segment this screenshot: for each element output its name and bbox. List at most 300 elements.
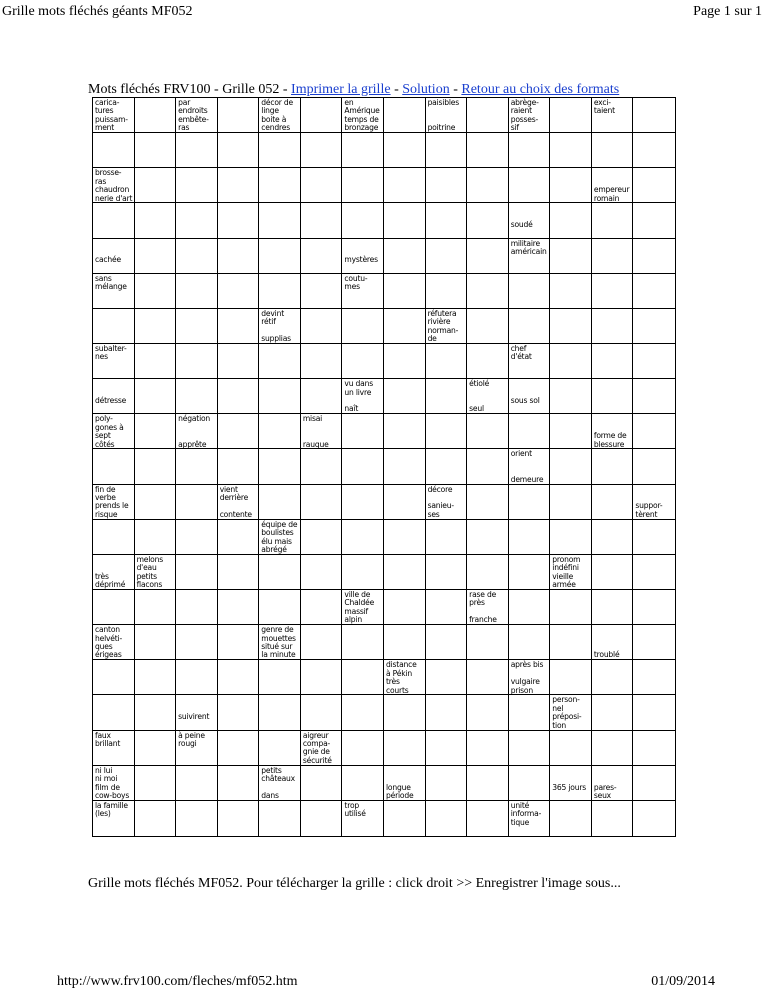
clue-cell [509,660,551,695]
answer-cell[interactable] [426,414,468,449]
answer-cell[interactable] [135,344,177,379]
answer-cell[interactable] [301,239,343,274]
answer-cell[interactable] [259,344,301,379]
answer-cell[interactable] [633,133,675,168]
clue-text: détresse [95,395,127,405]
answer-cell[interactable] [176,660,218,695]
answer-cell[interactable] [93,449,135,484]
clue-text: coutu- mes [344,273,368,292]
answer-cell[interactable] [176,379,218,414]
answer-cell[interactable] [176,449,218,484]
answer-cell[interactable] [176,203,218,238]
answer-cell[interactable] [467,203,509,238]
answer-cell[interactable] [301,344,343,379]
clue-text: canton helvéti- ques érigeas [95,625,122,660]
answer-cell[interactable] [301,625,343,660]
answer-cell[interactable] [342,766,384,801]
answer-cell[interactable] [301,555,343,590]
answer-cell[interactable] [384,379,426,414]
answer-cell[interactable] [550,414,592,449]
answer-cell[interactable] [467,731,509,766]
answer-cell[interactable] [176,485,218,520]
answer-cell[interactable] [633,98,675,133]
answer-cell[interactable] [218,449,260,484]
clue-text: étiolé seul [469,379,490,414]
answer-cell[interactable] [342,414,384,449]
answer-cell[interactable] [301,379,343,414]
answer-cell[interactable] [384,590,426,625]
answer-cell[interactable] [509,168,551,203]
answer-cell[interactable] [301,801,343,836]
clue-text: soudé [510,220,533,230]
answer-cell[interactable] [467,168,509,203]
clue-cell [93,379,135,414]
answer-cell[interactable] [384,801,426,836]
answer-cell[interactable] [592,555,634,590]
answer-cell[interactable] [342,133,384,168]
answer-cell[interactable] [550,309,592,344]
answer-cell[interactable] [135,414,177,449]
answer-cell[interactable] [550,801,592,836]
answer-cell[interactable] [550,485,592,520]
clue-cell [176,414,218,449]
answer-cell[interactable] [301,449,343,484]
answer-cell[interactable] [426,379,468,414]
clue-cell [592,414,634,449]
answer-cell[interactable] [93,203,135,238]
answer-cell[interactable] [93,133,135,168]
clue-cell [93,414,135,449]
answer-cell[interactable] [592,485,634,520]
answer-cell[interactable] [426,590,468,625]
answer-cell[interactable] [342,731,384,766]
answer-cell[interactable] [301,309,343,344]
answer-cell[interactable] [342,168,384,203]
answer-cell[interactable] [426,133,468,168]
answer-cell[interactable] [176,168,218,203]
clue-cell [93,485,135,520]
answer-cell[interactable] [633,344,675,379]
answer-cell[interactable] [135,660,177,695]
answer-cell[interactable] [301,695,343,730]
answer-cell[interactable] [384,625,426,660]
answer-cell[interactable] [633,239,675,274]
back-to-formats-link[interactable]: Retour au choix des formats [461,82,620,97]
answer-cell[interactable] [384,414,426,449]
clue-text: la famille (les) [95,800,128,819]
answer-cell[interactable] [342,660,384,695]
answer-cell[interactable] [135,379,177,414]
answer-cell[interactable] [550,168,592,203]
answer-cell[interactable] [176,274,218,309]
answer-cell[interactable] [426,555,468,590]
answer-cell[interactable] [218,555,260,590]
clue-cell [342,274,384,309]
answer-cell[interactable] [259,555,301,590]
answer-cell[interactable] [633,625,675,660]
answer-cell[interactable] [633,414,675,449]
answer-cell[interactable] [633,449,675,484]
answer-cell[interactable] [384,695,426,730]
answer-cell[interactable] [633,520,675,555]
answer-cell[interactable] [342,449,384,484]
answer-cell[interactable] [135,168,177,203]
answer-cell[interactable] [467,555,509,590]
answer-cell[interactable] [301,274,343,309]
clue-text: vient derrière contente [219,484,252,519]
answer-cell[interactable] [426,731,468,766]
answer-cell[interactable] [301,203,343,238]
answer-cell[interactable] [218,274,260,309]
answer-cell[interactable] [467,695,509,730]
answer-cell[interactable] [633,309,675,344]
answer-cell[interactable] [592,520,634,555]
answer-cell[interactable] [467,801,509,836]
answer-cell[interactable] [467,485,509,520]
answer-cell[interactable] [426,168,468,203]
answer-cell[interactable] [633,731,675,766]
clue-cell [509,449,551,484]
answer-cell[interactable] [135,485,177,520]
answer-cell[interactable] [550,133,592,168]
answer-cell[interactable] [550,274,592,309]
answer-cell[interactable] [176,590,218,625]
answer-cell[interactable] [342,309,384,344]
answer-cell[interactable] [259,274,301,309]
clue-text: ville de Chaldée massif alpin [344,589,375,625]
clue-cell [259,98,301,133]
answer-cell[interactable] [509,485,551,520]
answer-cell[interactable] [259,449,301,484]
answer-cell[interactable] [550,731,592,766]
answer-cell[interactable] [384,731,426,766]
clue-text: vu dans un livre naît [344,379,373,414]
answer-cell[interactable] [550,520,592,555]
answer-cell[interactable] [342,203,384,238]
answer-cell[interactable] [135,590,177,625]
clue-text: longue période [386,782,414,800]
answer-cell[interactable] [509,590,551,625]
answer-cell[interactable] [633,660,675,695]
answer-cell[interactable] [592,731,634,766]
answer-cell[interactable] [218,379,260,414]
answer-cell[interactable] [218,625,260,660]
answer-cell[interactable] [592,203,634,238]
answer-cell[interactable] [342,485,384,520]
answer-cell[interactable] [135,239,177,274]
answer-cell[interactable] [384,274,426,309]
title-separator: - [390,82,403,97]
answer-cell[interactable] [426,625,468,660]
answer-cell[interactable] [342,625,384,660]
answer-cell[interactable] [633,379,675,414]
answer-cell[interactable] [176,239,218,274]
answer-cell[interactable] [218,98,260,133]
answer-cell[interactable] [426,344,468,379]
answer-cell[interactable] [592,274,634,309]
answer-cell[interactable] [633,590,675,625]
answer-cell[interactable] [176,766,218,801]
answer-cell[interactable] [509,414,551,449]
answer-cell[interactable] [301,485,343,520]
clue-cell [592,766,634,801]
clue-text: aigreur compa- gnie de sécurité [302,730,332,765]
answer-cell[interactable] [467,344,509,379]
answer-cell[interactable] [592,133,634,168]
answer-cell[interactable] [301,168,343,203]
clue-cell [342,590,384,625]
clue-cell [550,695,592,730]
answer-cell[interactable] [550,449,592,484]
answer-cell[interactable] [259,239,301,274]
answer-cell[interactable] [259,379,301,414]
answer-cell[interactable] [259,133,301,168]
clue-text: après bis vulgaire prison [510,660,544,695]
clue-cell [467,379,509,414]
answer-cell[interactable] [218,133,260,168]
answer-cell[interactable] [467,309,509,344]
clue-cell [509,379,551,414]
clue-text: subalter- nes [95,343,127,362]
answer-cell[interactable] [259,203,301,238]
answer-cell[interactable] [426,520,468,555]
answer-cell[interactable] [467,660,509,695]
clue-cell [259,309,301,344]
answer-cell[interactable] [93,660,135,695]
answer-cell[interactable] [633,168,675,203]
answer-cell[interactable] [218,203,260,238]
answer-cell[interactable] [301,590,343,625]
answer-cell[interactable] [384,520,426,555]
answer-cell[interactable] [135,274,177,309]
answer-cell[interactable] [633,766,675,801]
answer-cell[interactable] [176,520,218,555]
clue-cell [259,766,301,801]
clue-cell [342,98,384,133]
clue-text: paisibles poitrine [427,98,459,133]
answer-cell[interactable] [426,274,468,309]
answer-cell[interactable] [218,520,260,555]
answer-cell[interactable] [592,660,634,695]
clue-text: abrège- raient posses- sif [510,98,539,133]
clue-cell [93,766,135,801]
answer-cell[interactable] [509,520,551,555]
answer-cell[interactable] [592,379,634,414]
answer-cell[interactable] [93,309,135,344]
answer-cell[interactable] [592,309,634,344]
answer-cell[interactable] [384,239,426,274]
answer-cell[interactable] [384,98,426,133]
clue-text: brosse- ras chaudron nerie d'art [95,168,133,203]
title-prefix: Mots fléchés FRV100 - Grille 052 - [88,82,292,97]
answer-cell[interactable] [550,98,592,133]
clue-cell [93,274,135,309]
answer-cell[interactable] [426,695,468,730]
answer-cell[interactable] [259,168,301,203]
answer-cell[interactable] [550,660,592,695]
clue-cell [218,485,260,520]
answer-cell[interactable] [259,485,301,520]
answer-cell[interactable] [509,695,551,730]
answer-cell[interactable] [135,203,177,238]
answer-cell[interactable] [633,801,675,836]
answer-cell[interactable] [384,203,426,238]
answer-cell[interactable] [384,449,426,484]
answer-cell[interactable] [426,766,468,801]
clue-cell [426,485,468,520]
answer-cell[interactable] [384,133,426,168]
answer-cell[interactable] [550,379,592,414]
answer-cell[interactable] [467,449,509,484]
answer-cell[interactable] [342,520,384,555]
answer-cell[interactable] [592,344,634,379]
answer-cell[interactable] [301,520,343,555]
answer-cell[interactable] [467,98,509,133]
answer-cell[interactable] [342,695,384,730]
answer-cell[interactable] [550,203,592,238]
answer-cell[interactable] [509,133,551,168]
clue-text: sous sol [510,395,540,405]
clue-cell [135,555,177,590]
answer-cell[interactable] [135,766,177,801]
answer-cell[interactable] [592,695,634,730]
clue-cell [176,695,218,730]
answer-cell[interactable] [509,766,551,801]
answer-cell[interactable] [509,274,551,309]
answer-cell[interactable] [218,344,260,379]
answer-cell[interactable] [509,555,551,590]
answer-cell[interactable] [384,309,426,344]
solution-link[interactable]: Solution [402,82,450,97]
answer-cell[interactable] [176,309,218,344]
crossword-grid[interactable] [92,97,676,837]
answer-cell[interactable] [218,660,260,695]
answer-cell[interactable] [218,309,260,344]
answer-cell[interactable] [218,801,260,836]
clue-cell [633,485,675,520]
answer-cell[interactable] [342,344,384,379]
answer-cell[interactable] [550,344,592,379]
answer-cell[interactable] [467,520,509,555]
answer-cell[interactable] [135,98,177,133]
answer-cell[interactable] [93,520,135,555]
clue-cell [384,660,426,695]
answer-cell[interactable] [135,731,177,766]
answer-cell[interactable] [550,590,592,625]
answer-cell[interactable] [259,695,301,730]
print-grid-link[interactable]: Imprimer la grille [291,82,391,97]
answer-cell[interactable] [93,695,135,730]
answer-cell[interactable] [135,801,177,836]
answer-cell[interactable] [467,133,509,168]
answer-cell[interactable] [135,625,177,660]
clue-text: rase de près franche [469,589,497,625]
clue-text: troublé [593,650,620,660]
clue-text: décor de linge boite à cendres [261,98,294,133]
answer-cell[interactable] [467,766,509,801]
answer-cell[interactable] [301,766,343,801]
answer-cell[interactable] [135,520,177,555]
download-caption: Grille mots fléchés MF052. Pour télécharger la grille : click droit >> Enregistrer l'image sous... [88,876,621,891]
answer-cell[interactable] [135,309,177,344]
answer-cell[interactable] [218,414,260,449]
answer-cell[interactable] [218,239,260,274]
answer-cell[interactable] [176,133,218,168]
answer-cell[interactable] [218,168,260,203]
answer-cell[interactable] [633,555,675,590]
answer-cell[interactable] [93,590,135,625]
answer-cell[interactable] [135,449,177,484]
answer-cell[interactable] [426,660,468,695]
answer-cell[interactable] [426,801,468,836]
answer-cell[interactable] [509,309,551,344]
clue-cell [509,98,551,133]
answer-cell[interactable] [633,695,675,730]
answer-cell[interactable] [384,168,426,203]
clue-text: ni lui ni moi film de cow-boys [95,765,130,800]
clue-cell [93,625,135,660]
answer-cell[interactable] [426,449,468,484]
answer-cell[interactable] [426,239,468,274]
answer-cell[interactable] [467,414,509,449]
answer-cell[interactable] [509,625,551,660]
answer-cell[interactable] [259,801,301,836]
answer-cell[interactable] [467,274,509,309]
answer-cell[interactable] [550,625,592,660]
answer-cell[interactable] [467,625,509,660]
answer-cell[interactable] [467,239,509,274]
clue-text: unité informa- tique [510,800,542,827]
answer-cell[interactable] [342,555,384,590]
answer-cell[interactable] [218,766,260,801]
answer-cell[interactable] [135,695,177,730]
clue-text: mystères [344,255,378,265]
answer-cell[interactable] [176,625,218,660]
answer-cell[interactable] [176,555,218,590]
answer-cell[interactable] [384,344,426,379]
answer-cell[interactable] [218,590,260,625]
clue-text: faux brillant [95,730,121,748]
answer-cell[interactable] [592,449,634,484]
answer-cell[interactable] [176,344,218,379]
answer-cell[interactable] [301,133,343,168]
answer-cell[interactable] [426,203,468,238]
answer-cell[interactable] [259,660,301,695]
answer-cell[interactable] [259,414,301,449]
answer-cell[interactable] [301,660,343,695]
answer-cell[interactable] [301,98,343,133]
answer-cell[interactable] [259,590,301,625]
answer-cell[interactable] [633,203,675,238]
clue-text: devint rétif supplias [261,308,291,344]
answer-cell[interactable] [550,239,592,274]
answer-cell[interactable] [384,485,426,520]
answer-cell[interactable] [218,695,260,730]
answer-cell[interactable] [218,731,260,766]
clue-text: poly- gones à sept côtés [95,414,124,449]
answer-cell[interactable] [592,801,634,836]
answer-cell[interactable] [592,239,634,274]
answer-cell[interactable] [509,731,551,766]
answer-cell[interactable] [259,731,301,766]
answer-cell[interactable] [176,801,218,836]
answer-cell[interactable] [592,590,634,625]
answer-cell[interactable] [135,133,177,168]
grid-title-line [88,82,619,98]
answer-cell[interactable] [384,555,426,590]
clue-cell [426,309,468,344]
answer-cell[interactable] [633,274,675,309]
